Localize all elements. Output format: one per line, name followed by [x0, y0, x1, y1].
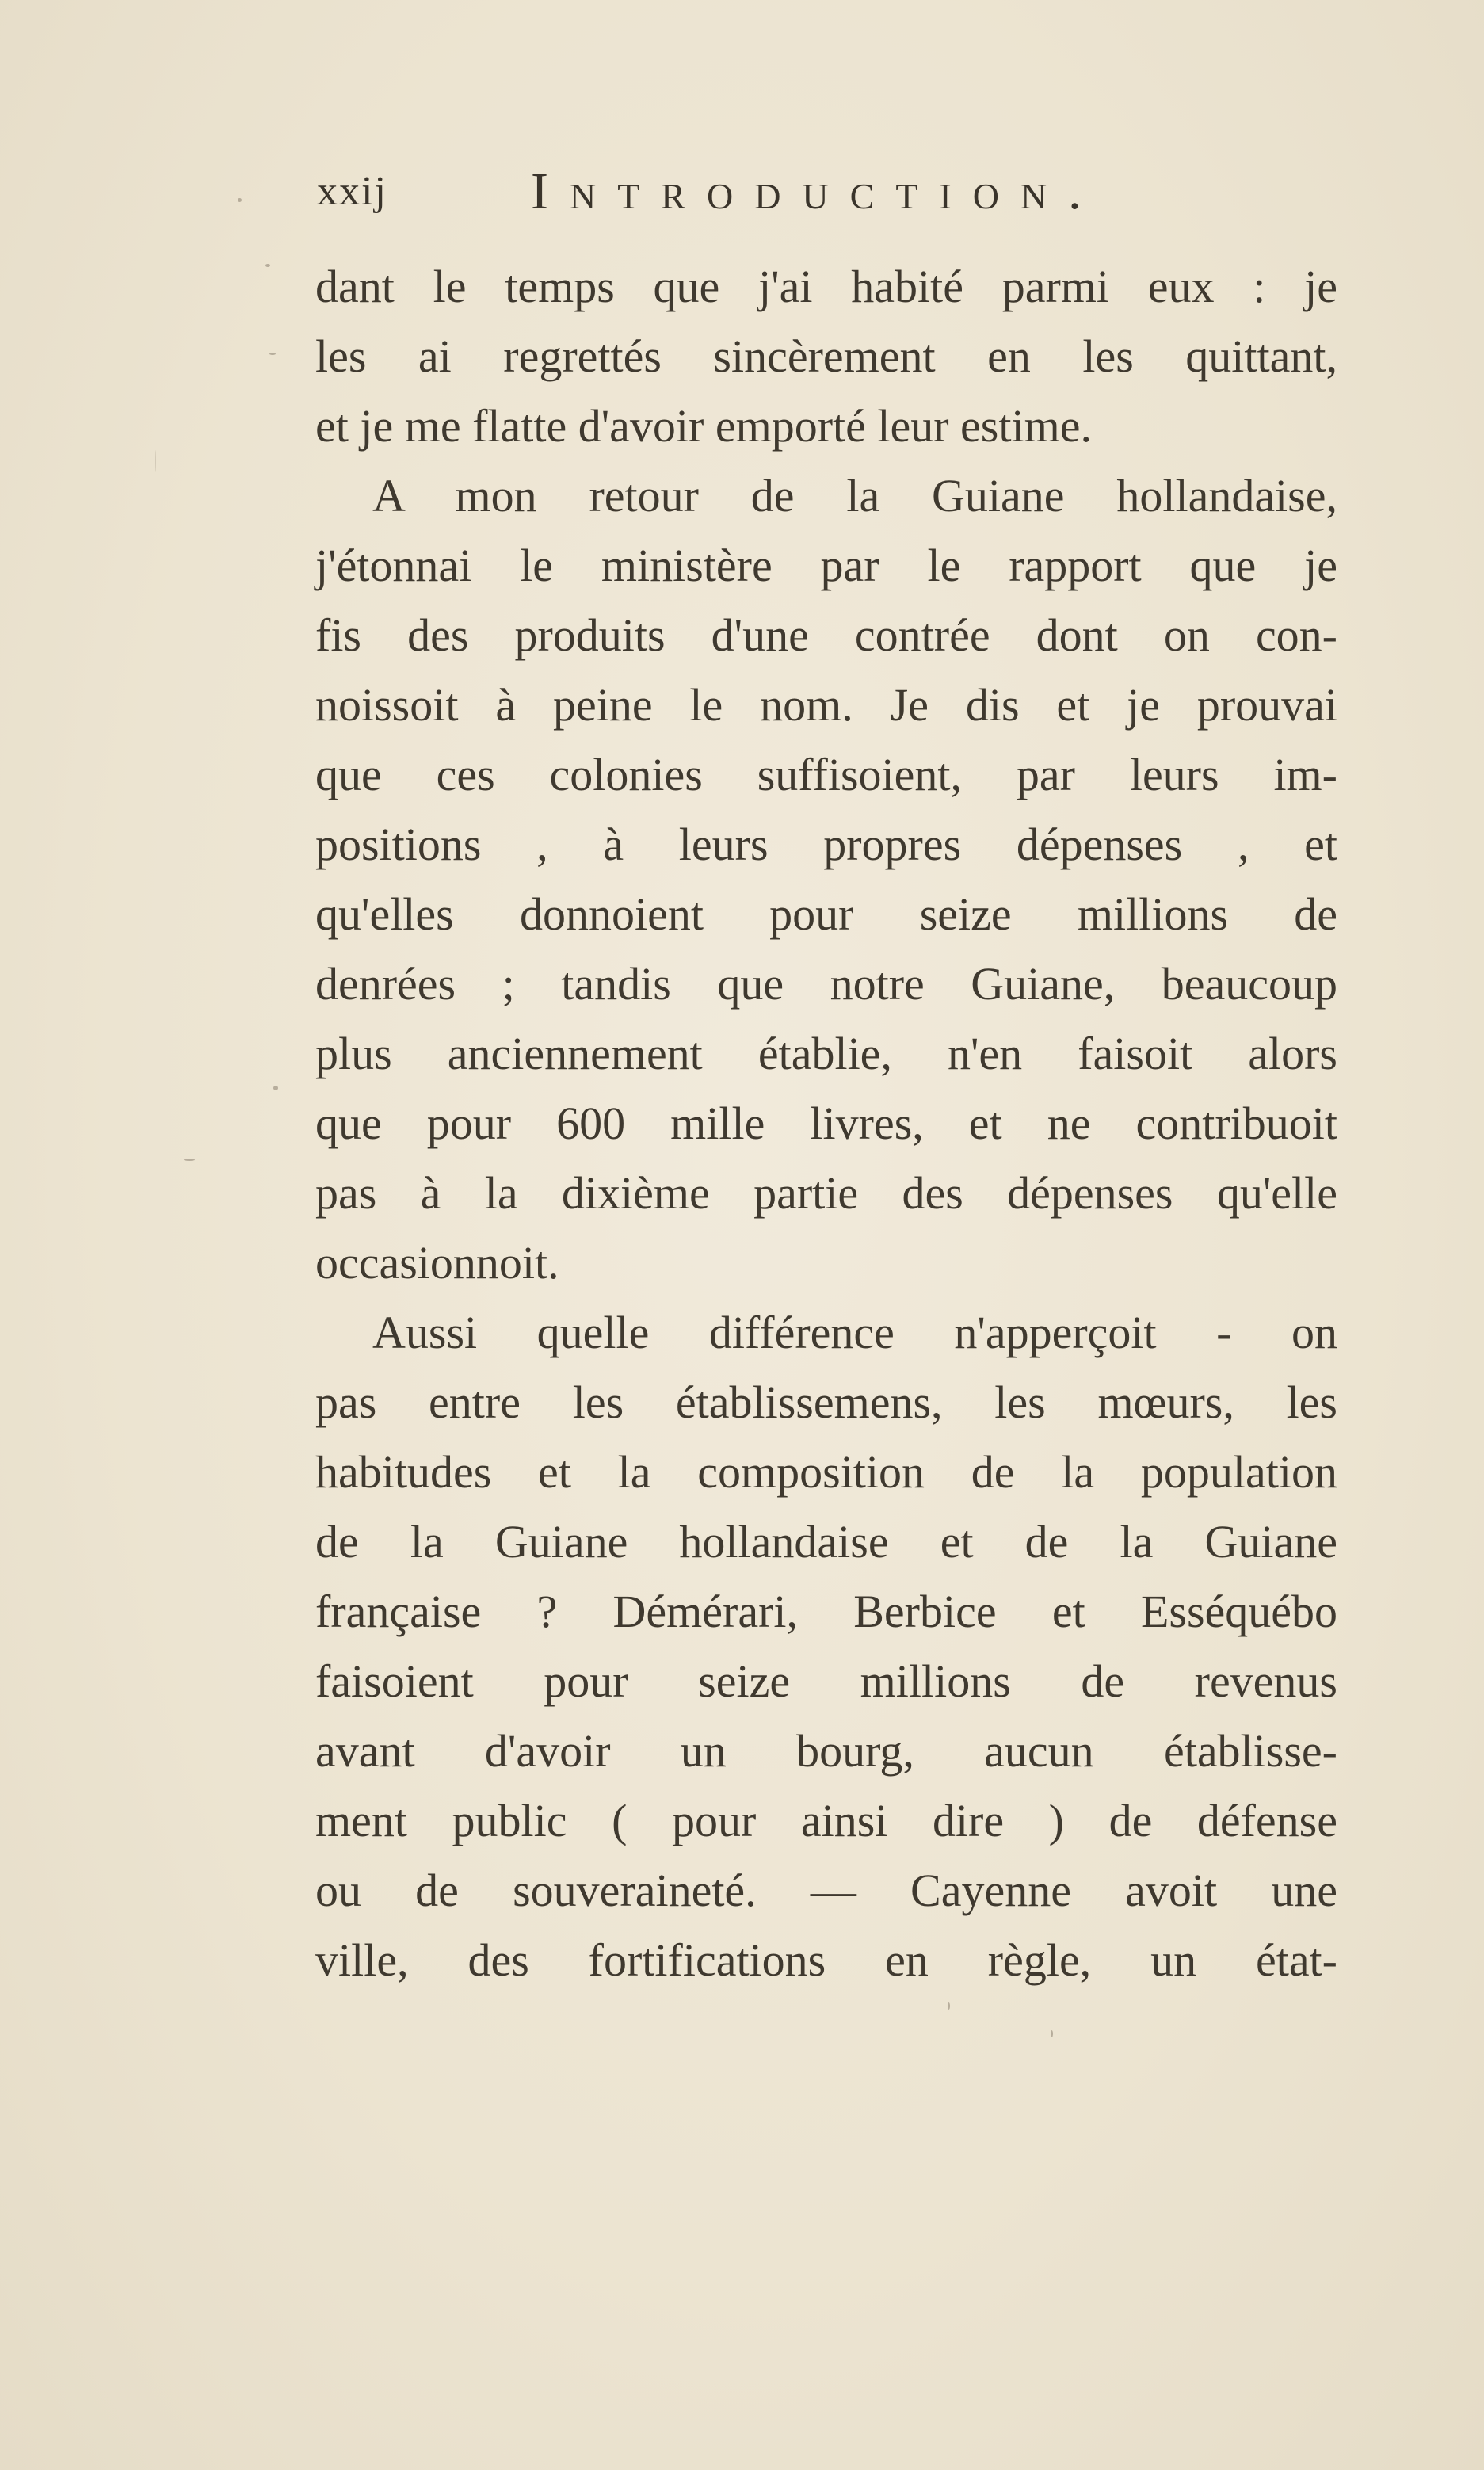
body-text — [315, 252, 1337, 2011]
text-line: dant le temps que j'ai habité parmi eux : je — [315, 261, 1337, 312]
text-line: que ces colonies suffisoient, par leurs im- — [315, 749, 1337, 800]
paper-speck — [269, 353, 276, 355]
text-line: qu'elles donnoient pour seize millions de — [315, 888, 1337, 940]
text-line: positions , à leurs propres dépenses , et — [315, 819, 1337, 870]
text-line: et je me flatte d'avoir emporté leur estime. — [315, 400, 1092, 452]
text-line: j'étonnai le ministère par le rapport que je — [315, 540, 1337, 591]
paragraph-start-line: Aussi quelle différence n'apperçoit - on — [372, 1307, 1337, 1358]
paper-speck — [155, 450, 156, 472]
paper-speck — [1051, 2030, 1053, 2037]
paragraph-start-line: A mon retour de la Guiane hollandaise, — [372, 470, 1337, 521]
page-number: xxij — [317, 169, 387, 214]
text-line: noissoit à peine le nom. Je dis et je prouvai — [315, 679, 1337, 731]
text-line: que pour 600 mille livres, et ne contribuoit — [315, 1098, 1337, 1149]
paper-speck — [948, 2002, 950, 2010]
paper-speck — [265, 264, 270, 267]
text-line: pas entre les établissemens, les mœurs, les — [315, 1376, 1337, 1428]
page-header — [315, 162, 1187, 223]
text-line: française ? Démérari, Berbice et Esséquébo — [315, 1586, 1337, 1637]
paper-speck — [238, 198, 242, 202]
text-line: ou de souveraineté. — Cayenne avoit une — [315, 1865, 1337, 1916]
text-line: faisoient pour seize millions de revenus — [315, 1655, 1337, 1707]
paper-speck — [273, 1086, 278, 1090]
text-line: ment public ( pour ainsi dire ) de défense — [315, 1795, 1337, 1846]
text-line: plus anciennement établie, n'en faisoit alors — [315, 1028, 1337, 1079]
running-title: introduction. — [531, 162, 1103, 220]
text-line: de la Guiane hollandaise et de la Guiane — [315, 1516, 1337, 1567]
text-line: pas à la dixième partie des dépenses qu'elle — [315, 1167, 1337, 1219]
text-line: occasionnoit. — [315, 1237, 559, 1288]
text-line: avant d'avoir un bourg, aucun établisse- — [315, 1725, 1337, 1777]
text-line: fis des produits d'une contrée dont on con- — [315, 609, 1337, 661]
text-line: habitudes et la composition de la population — [315, 1446, 1337, 1498]
text-line: denrées ; tandis que notre Guiane, beaucoup — [315, 958, 1337, 1010]
text-line: les ai regrettés sincèrement en les quittant, — [315, 330, 1337, 382]
text-line: ville, des fortifications en règle, un état- — [315, 1934, 1337, 1986]
paper-speck — [184, 1159, 195, 1161]
